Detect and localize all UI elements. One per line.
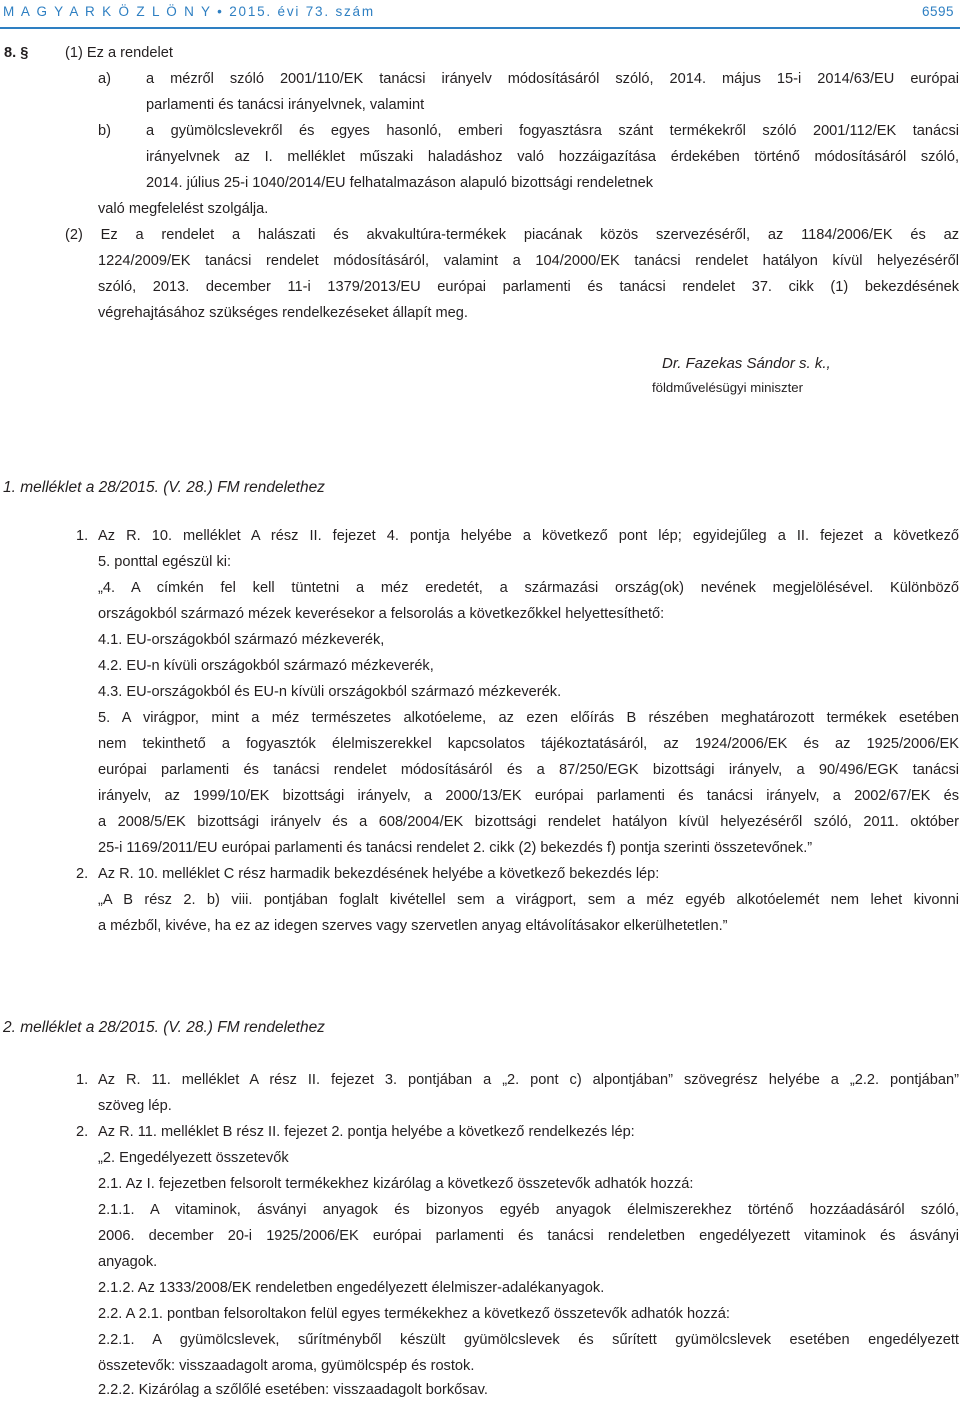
quote-point-5-line4: irányelv, az 1999/10/EK bizottsági irányelv, a 2000/13/EK európai parlamenti és tanácsi irányelv, a 2002/67/EK és	[98, 788, 959, 804]
quote-point-4-2: 4.2. EU-n kívüli országokból származó mézkeverék,	[98, 658, 434, 674]
annex-1-item-2-quote-line1: „A B rész 2. b) viii. pontjában foglalt kivétellel sem a virágport, sem a méz egyéb alkotóelemét nem lehet kivonni	[98, 892, 959, 908]
signatory-role: földművelésügyi miniszter	[652, 380, 803, 395]
paragraph-2-line3: szóló, 2013. december 11-i 1379/2013/EU európai parlamenti és tanácsi rendelet 37. cikk (1) bekezdésének	[98, 279, 959, 295]
quote-point-2-1-1-line1: 2.1.1. A vitaminok, ásványi anyagok és bizonyos egyéb anyagok élelmiszerekhez történő hozzáadásáról szóló,	[98, 1202, 959, 1218]
quote-point-2: „2. Engedélyezett összetevők	[98, 1150, 289, 1166]
annex-2-item-2-number: 2.	[76, 1124, 89, 1140]
point-b-line1: a gyümölcslevekről és egyes hasonló, emberi fogyasztásra szánt termékekről szóló 2001/112/EK tanácsi	[146, 123, 959, 139]
annex-2-item-2-line1: Az R. 11. melléklet B rész II. fejezet 2. pontja helyébe a következő rendelkezés lép:	[98, 1124, 635, 1140]
quote-point-4-line1: „4. A címkén fel kell tüntetni a méz eredetét, a származási ország(ok) nevének megjelölésével. Különböző	[98, 580, 959, 596]
signatory-name: Dr. Fazekas Sándor s. k.,	[662, 355, 831, 372]
quote-point-4-line2: országokból származó mézek keverésekor a felsorolás a következőkkel helyettesíthető:	[98, 606, 665, 622]
point-a-line2: parlamenti és tanácsi irányelvnek, valamint	[146, 97, 425, 113]
quote-point-2-2-2: 2.2.2. Kizárólag a szőlőlé esetében: visszaadagolt borkősav.	[98, 1382, 488, 1398]
annex-1-item-2-quote-line2: a mézből, kivéve, ha ez az idegen szerves vagy szervetlen anyag eltávolításakor elkerülhetetlen.”	[98, 918, 728, 934]
quote-point-4-3: 4.3. EU-országokból és EU-n kívüli országokból származó mézkeverék.	[98, 684, 562, 700]
annex-2-item-1-number: 1.	[76, 1072, 89, 1088]
section-number: 8. §	[4, 45, 29, 61]
quote-point-2-1: 2.1. Az I. fejezetben felsorolt termékekhez kizárólag a következő összetevők adhatók hozzá:	[98, 1176, 694, 1192]
point-a-label: a)	[98, 71, 111, 87]
quote-point-2-1-1-line2: 2006. december 20-i 1925/2006/EK európai parlamenti és tanácsi rendeletben engedélyezett vitaminok és ásványi	[98, 1228, 959, 1244]
quote-point-2-2-1-line2: összetevők: visszaadagolt aroma, gyümölcspép és rostok.	[98, 1358, 475, 1374]
point-a-line1: a mézről szóló 2001/110/EK tanácsi irányelv módosításáról szóló, 2014. május 15-i 2014/63/EU európai	[146, 71, 959, 87]
annex-2-item-1-line2: szöveg lép.	[98, 1098, 172, 1114]
annex-2-title: 2. melléklet a 28/2015. (V. 28.) FM rendelethez	[3, 1019, 325, 1036]
page-number: 6595	[922, 4, 955, 19]
journal-header: M A G Y A R K Ö Z L Ö N Y • 2015. évi 73. szám	[3, 4, 375, 19]
paragraph-2-line4: végrehajtásához szükséges rendelkezéseket állapít meg.	[98, 305, 468, 321]
quote-point-5-line3: európai parlamenti és tanácsi rendelet módosításáról és a 87/250/EGK bizottsági irányelv, a 90/496/EGK tanácsi	[98, 762, 959, 778]
quote-point-2-1-1-line3: anyagok.	[98, 1254, 158, 1270]
annex-1-title: 1. melléklet a 28/2015. (V. 28.) FM rendelethez	[3, 479, 325, 496]
annex-1-item-1-line2: 5. ponttal egészül ki:	[98, 554, 232, 570]
paragraph-2-line1: (2) Ez a rendelet a halászati és akvakultúra-termékek piacának közös szervezéséről, az 1184/2006/EK és az	[65, 227, 959, 243]
annex-1-item-2-line1: Az R. 10. melléklet C rész harmadik bekezdésének helyébe a következő bekezdés lép:	[98, 866, 660, 882]
quote-point-2-2-1-line1: 2.2.1. A gyümölcslevek, sűrítményből készült gyümölcslevek és sűrített gyümölcslevek esetében engedélyezett	[98, 1332, 959, 1348]
quote-point-2-2: 2.2. A 2.1. pontban felsoroltakon felül egyes termékekhez a következő összetevők adhatók hozzá:	[98, 1306, 730, 1322]
quote-point-5-line2: nem tekinthető a fogyasztók élelmiszerekkel kapcsolatos tájékoztatásáról, az 1924/2006/EK és az 1925/2006/EK	[98, 736, 959, 752]
paragraph-1-label: (1) Ez a rendelet	[65, 45, 173, 61]
annex-1-item-1-line1: Az R. 10. melléklet A rész II. fejezet 4. pontja helyébe a következő pont lép; egyidejűleg a II. fejezet a következő	[98, 528, 959, 544]
point-b-label: b)	[98, 123, 111, 139]
paragraph-1-tail: való megfelelést szolgálja.	[98, 201, 269, 217]
annex-2-item-1-line1: Az R. 11. melléklet A rész II. fejezet 3. pontjában a „2. pont c) alpontjában” szövegrész helyébe a „2.2. pontjában”	[98, 1072, 959, 1088]
header-rule	[0, 27, 960, 29]
quote-point-5-line5: a 2008/5/EK bizottsági irányelv és a 608/2004/EK bizottsági rendelet hatályon kívül helyezéséről szóló, 2011. október	[98, 814, 959, 830]
quote-point-5-line1: 5. A virágpor, mint a méz természetes alkotóeleme, az ezen előírás B részében meghatározott termékek esetében	[98, 710, 959, 726]
quote-point-4-1: 4.1. EU-országokból származó mézkeverék,	[98, 632, 385, 648]
annex-1-item-2-number: 2.	[76, 866, 89, 882]
point-b-line3: 2014. július 25-i 1040/2014/EU felhatalmazáson alapuló bizottsági rendeletnek	[146, 175, 654, 191]
paragraph-2-line2: 1224/2009/EK tanácsi rendelet módosításáról, valamint a 104/2000/EK tanácsi rendelet hatályon kívül helyezéséről	[98, 253, 959, 269]
annex-1-item-1-number: 1.	[76, 528, 89, 544]
quote-point-5-line6: 25-i 1169/2011/EU európai parlamenti és tanácsi rendelet 2. cikk (2) bekezdés f) pontja szerinti összetevőnek.”	[98, 840, 813, 856]
quote-point-2-1-2: 2.1.2. Az 1333/2008/EK rendeletben engedélyezett élelmiszer-adalékanyagok.	[98, 1280, 605, 1296]
point-b-line2: irányelvnek az I. melléklet műszaki haladáshoz való hozzáigazítása érdekében történő módosításáról szóló,	[146, 149, 959, 165]
